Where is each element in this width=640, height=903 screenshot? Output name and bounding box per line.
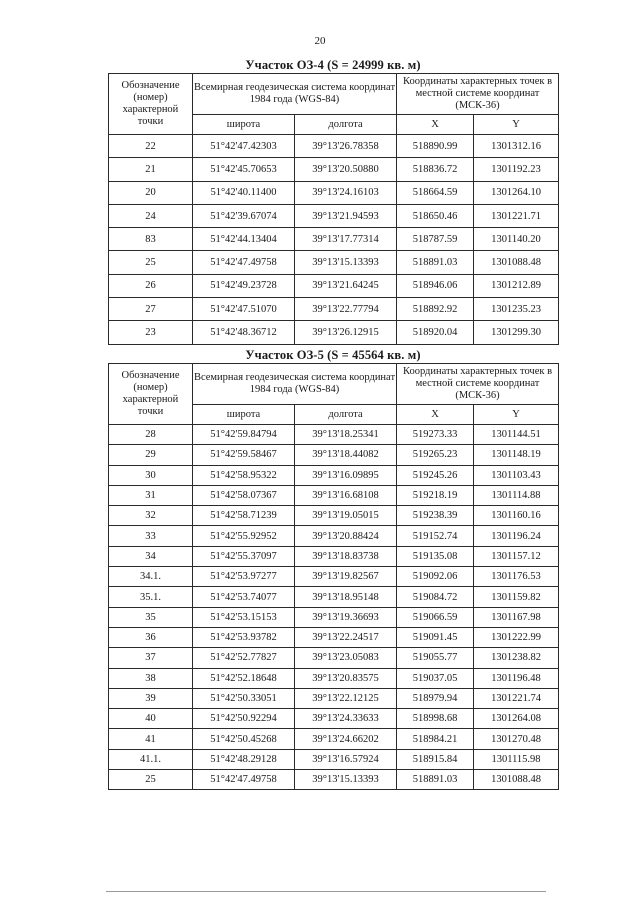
latitude-cell: 51°42'39.67074 — [193, 204, 295, 227]
section-oz5 — [108, 348, 558, 790]
point-id-cell: 35.1. — [109, 587, 193, 607]
x-cell: 518979.94 — [397, 688, 474, 708]
y-cell: 1301196.48 — [474, 668, 559, 688]
table-row — [109, 749, 559, 769]
header-wgs: Всемирная геодезическая система координат 1984 года (WGS-84) — [193, 364, 397, 405]
section-title: Участок ОЗ-4 (S = 24999 кв. м) — [245, 58, 421, 72]
x-cell: 519066.59 — [397, 607, 474, 627]
latitude-cell: 51°42'45.70653 — [193, 158, 295, 181]
x-cell: 519092.06 — [397, 567, 474, 587]
longitude-cell: 39°13'18.44082 — [295, 445, 397, 465]
coordinates-table — [108, 363, 559, 790]
y-cell: 1301157.12 — [474, 546, 559, 566]
table-row — [109, 135, 559, 158]
longitude-cell: 39°13'22.24517 — [295, 627, 397, 647]
table-row — [109, 607, 559, 627]
point-id-cell: 29 — [109, 445, 193, 465]
longitude-cell: 39°13'26.78358 — [295, 135, 397, 158]
table-row — [109, 587, 559, 607]
x-cell: 518998.68 — [397, 709, 474, 729]
table-row — [109, 298, 559, 321]
table-row — [109, 627, 559, 647]
table-row — [109, 158, 559, 181]
x-cell: 519273.33 — [397, 425, 474, 445]
point-id-cell: 36 — [109, 627, 193, 647]
x-cell: 519152.74 — [397, 526, 474, 546]
latitude-cell: 51°42'58.95322 — [193, 465, 295, 485]
y-cell: 1301088.48 — [474, 770, 559, 790]
table-row — [109, 181, 559, 204]
x-cell: 518891.03 — [397, 770, 474, 790]
y-cell: 1301312.16 — [474, 135, 559, 158]
table-row — [109, 425, 559, 445]
point-id-cell: 35 — [109, 607, 193, 627]
latitude-cell: 51°42'47.42303 — [193, 135, 295, 158]
longitude-cell: 39°13'20.50880 — [295, 158, 397, 181]
table-row — [109, 709, 559, 729]
point-id-cell: 32 — [109, 506, 193, 526]
longitude-cell: 39°13'24.33633 — [295, 709, 397, 729]
point-id-cell: 31 — [109, 485, 193, 505]
header-point: Обозначение (номер) характерной точки — [109, 364, 193, 425]
latitude-cell: 51°42'55.37097 — [193, 546, 295, 566]
longitude-cell: 39°13'17.77314 — [295, 228, 397, 251]
point-id-cell: 28 — [109, 425, 193, 445]
x-cell: 519091.45 — [397, 627, 474, 647]
y-cell: 1301103.43 — [474, 465, 559, 485]
point-id-cell: 83 — [109, 228, 193, 251]
longitude-cell: 39°13'20.88424 — [295, 526, 397, 546]
point-id-cell: 39 — [109, 688, 193, 708]
header-x: X — [397, 115, 474, 135]
x-cell: 519218.19 — [397, 485, 474, 505]
x-cell: 519238.39 — [397, 506, 474, 526]
y-cell: 1301192.23 — [474, 158, 559, 181]
section-title: Участок ОЗ-5 (S = 45564 кв. м) — [245, 348, 421, 362]
latitude-cell: 51°42'50.45268 — [193, 729, 295, 749]
y-cell: 1301167.98 — [474, 607, 559, 627]
latitude-cell: 51°42'53.15153 — [193, 607, 295, 627]
latitude-cell: 51°42'58.71239 — [193, 506, 295, 526]
x-cell: 518891.03 — [397, 251, 474, 274]
header-y: Y — [474, 115, 559, 135]
latitude-cell: 51°42'52.77827 — [193, 648, 295, 668]
y-cell: 1301264.10 — [474, 181, 559, 204]
y-cell: 1301238.82 — [474, 648, 559, 668]
table-row — [109, 688, 559, 708]
longitude-cell: 39°13'18.25341 — [295, 425, 397, 445]
point-id-cell: 21 — [109, 158, 193, 181]
coordinates-table — [108, 73, 559, 345]
header-lat: широта — [193, 115, 295, 135]
x-cell: 519135.08 — [397, 546, 474, 566]
header-wgs: Всемирная геодезическая система координат 1984 года (WGS-84) — [193, 74, 397, 115]
latitude-cell: 51°42'49.23728 — [193, 274, 295, 297]
table-row — [109, 204, 559, 227]
x-cell: 518890.99 — [397, 135, 474, 158]
longitude-cell: 39°13'23.05083 — [295, 648, 397, 668]
latitude-cell: 51°42'59.58467 — [193, 445, 295, 465]
latitude-cell: 51°42'59.84794 — [193, 425, 295, 445]
y-cell: 1301196.24 — [474, 526, 559, 546]
latitude-cell: 51°42'48.29128 — [193, 749, 295, 769]
y-cell: 1301235.23 — [474, 298, 559, 321]
y-cell: 1301221.71 — [474, 204, 559, 227]
latitude-cell: 51°42'47.49758 — [193, 770, 295, 790]
latitude-cell: 51°42'53.74077 — [193, 587, 295, 607]
page-number: 20 — [314, 35, 326, 47]
header-msk: Координаты характерных точек в местной системе координат (МСК-36) — [397, 364, 559, 405]
point-id-cell: 34.1. — [109, 567, 193, 587]
header-lon: долгота — [295, 405, 397, 425]
y-cell: 1301148.19 — [474, 445, 559, 465]
y-cell: 1301114.88 — [474, 485, 559, 505]
longitude-cell: 39°13'18.95148 — [295, 587, 397, 607]
point-id-cell: 24 — [109, 204, 193, 227]
latitude-cell: 51°42'48.36712 — [193, 321, 295, 344]
longitude-cell: 39°13'16.68108 — [295, 485, 397, 505]
point-id-cell: 26 — [109, 274, 193, 297]
table-row — [109, 668, 559, 688]
y-cell: 1301270.48 — [474, 729, 559, 749]
table-row — [109, 274, 559, 297]
longitude-cell: 39°13'19.82567 — [295, 567, 397, 587]
longitude-cell: 39°13'16.09895 — [295, 465, 397, 485]
y-cell: 1301115.98 — [474, 749, 559, 769]
header-y: Y — [474, 405, 559, 425]
latitude-cell: 51°42'50.33051 — [193, 688, 295, 708]
header-lon: долгота — [295, 115, 397, 135]
point-id-cell: 40 — [109, 709, 193, 729]
x-cell: 519084.72 — [397, 587, 474, 607]
point-id-cell: 25 — [109, 251, 193, 274]
header-msk: Координаты характерных точек в местной системе координат (МСК-36) — [397, 74, 559, 115]
latitude-cell: 51°42'47.49758 — [193, 251, 295, 274]
footer-divider — [106, 891, 546, 892]
x-cell: 519245.26 — [397, 465, 474, 485]
point-id-cell: 27 — [109, 298, 193, 321]
x-cell: 518915.84 — [397, 749, 474, 769]
point-id-cell: 22 — [109, 135, 193, 158]
table-row — [109, 445, 559, 465]
table-row — [109, 648, 559, 668]
point-id-cell: 20 — [109, 181, 193, 204]
x-cell: 518946.06 — [397, 274, 474, 297]
y-cell: 1301176.53 — [474, 567, 559, 587]
longitude-cell: 39°13'16.57924 — [295, 749, 397, 769]
header-lat: широта — [193, 405, 295, 425]
x-cell: 518787.59 — [397, 228, 474, 251]
x-cell: 518984.21 — [397, 729, 474, 749]
x-cell: 518836.72 — [397, 158, 474, 181]
table-row — [109, 546, 559, 566]
x-cell: 519037.05 — [397, 668, 474, 688]
longitude-cell: 39°13'22.12125 — [295, 688, 397, 708]
point-id-cell: 33 — [109, 526, 193, 546]
longitude-cell: 39°13'20.83575 — [295, 668, 397, 688]
point-id-cell: 37 — [109, 648, 193, 668]
latitude-cell: 51°42'44.13404 — [193, 228, 295, 251]
latitude-cell: 51°42'52.18648 — [193, 668, 295, 688]
header-x: X — [397, 405, 474, 425]
y-cell: 1301212.89 — [474, 274, 559, 297]
y-cell: 1301140.20 — [474, 228, 559, 251]
x-cell: 518664.59 — [397, 181, 474, 204]
y-cell: 1301221.74 — [474, 688, 559, 708]
longitude-cell: 39°13'24.66202 — [295, 729, 397, 749]
latitude-cell: 51°42'47.51070 — [193, 298, 295, 321]
longitude-cell: 39°13'22.77794 — [295, 298, 397, 321]
latitude-cell: 51°42'58.07367 — [193, 485, 295, 505]
y-cell: 1301159.82 — [474, 587, 559, 607]
y-cell: 1301222.99 — [474, 627, 559, 647]
point-id-cell: 25 — [109, 770, 193, 790]
y-cell: 1301144.51 — [474, 425, 559, 445]
latitude-cell: 51°42'55.92952 — [193, 526, 295, 546]
longitude-cell: 39°13'21.64245 — [295, 274, 397, 297]
table-row — [109, 228, 559, 251]
table-row — [109, 526, 559, 546]
longitude-cell: 39°13'26.12915 — [295, 321, 397, 344]
table-row — [109, 251, 559, 274]
table-row — [109, 465, 559, 485]
latitude-cell: 51°42'40.11400 — [193, 181, 295, 204]
x-cell: 518892.92 — [397, 298, 474, 321]
longitude-cell: 39°13'19.36693 — [295, 607, 397, 627]
point-id-cell: 30 — [109, 465, 193, 485]
x-cell: 518920.04 — [397, 321, 474, 344]
table-row — [109, 729, 559, 749]
latitude-cell: 51°42'50.92294 — [193, 709, 295, 729]
longitude-cell: 39°13'15.13393 — [295, 251, 397, 274]
longitude-cell: 39°13'19.05015 — [295, 506, 397, 526]
x-cell: 519055.77 — [397, 648, 474, 668]
table-row — [109, 567, 559, 587]
point-id-cell: 38 — [109, 668, 193, 688]
x-cell: 518650.46 — [397, 204, 474, 227]
table-row — [109, 321, 559, 344]
y-cell: 1301264.08 — [474, 709, 559, 729]
longitude-cell: 39°13'21.94593 — [295, 204, 397, 227]
longitude-cell: 39°13'18.83738 — [295, 546, 397, 566]
y-cell: 1301299.30 — [474, 321, 559, 344]
latitude-cell: 51°42'53.93782 — [193, 627, 295, 647]
longitude-cell: 39°13'24.16103 — [295, 181, 397, 204]
point-id-cell: 41 — [109, 729, 193, 749]
point-id-cell: 34 — [109, 546, 193, 566]
header-point: Обозначение (номер) характерной точки — [109, 74, 193, 135]
table-row — [109, 506, 559, 526]
y-cell: 1301160.16 — [474, 506, 559, 526]
longitude-cell: 39°13'15.13393 — [295, 770, 397, 790]
point-id-cell: 41.1. — [109, 749, 193, 769]
point-id-cell: 23 — [109, 321, 193, 344]
latitude-cell: 51°42'53.97277 — [193, 567, 295, 587]
section-oz4 — [108, 58, 558, 345]
x-cell: 519265.23 — [397, 445, 474, 465]
table-row — [109, 770, 559, 790]
y-cell: 1301088.48 — [474, 251, 559, 274]
table-row — [109, 485, 559, 505]
